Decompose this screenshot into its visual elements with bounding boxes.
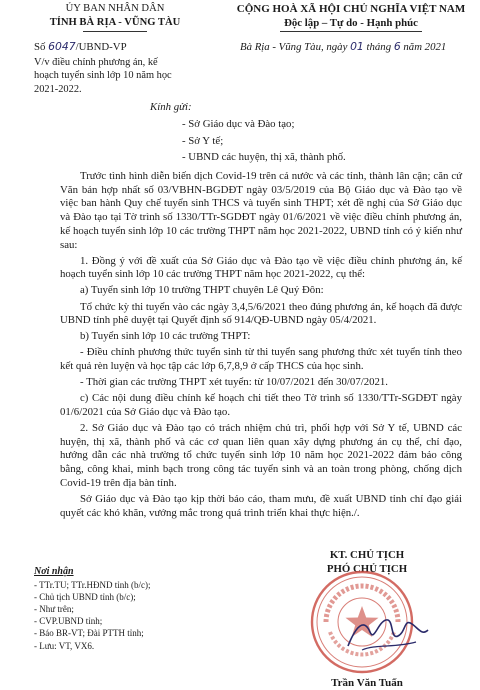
date-month: 6 [393,40,401,53]
body-paragraph: b) Tuyển sinh lớp 10 các trường THPT: [80,330,251,343]
nation-line-1: CỘNG HOÀ XÃ HỘI CHỦ NGHĨA VIỆT NAM [236,3,466,15]
footer-recipient: - CVP.UBND tỉnh; [34,616,103,627]
body-paragraph: a) Tuyển sinh lớp 10 trường THPT chuyên Lê Quý Đôn: [80,284,324,297]
date-prefix: Bà Rịa - Vũng Tàu, ngày [240,41,348,53]
body-paragraph: Trước tình hình diễn biến dịch Covid-19 trên cả nước và các tỉnh, thành lân cận; căn cứ Văn bản hợp nhất số 03/VBHN-BGDĐT ngày 03/5/2019 của Bộ Giáo dục và Đào tạo về việc ban hành Quy chế tuyển sinh THCS và tuyển sinh THPT; xét đề nghị của Sở Giáo dục và Đào tạo tại Tờ trình số 1330/TTr-SGDĐT ngày 01/6/2021 về việc điều chỉnh phương án, kế hoạch tuyển sinh lớp 10 các trường THPT năm học 2021-2022, UBND tỉnh có ý kiến như sau: [60,170,462,251]
body-paragraph: 1. Đồng ý với đề xuất của Sở Giáo dục và Đào tạo về việc điều chỉnh phương án, kế hoạch tuyển sinh lớp 10 các trường THPT năm học 2021-2022, cụ thể: [60,254,462,281]
national-header [228,2,474,32]
document-number [34,40,127,54]
body-paragraph: Sở Giáo dục và Đào tạo kịp thời báo cáo, tham mưu, đề xuất UBND tỉnh chỉ đạo giải quyết các khó khăn, vướng mắc trong quá trình triển khai thực hiện./. [60,492,462,519]
doc-number-prefix: Số [34,41,46,53]
date-month-label: tháng [366,41,392,53]
recipient-item: - Sở Y tế; [182,134,224,147]
nation-underline [280,31,422,32]
footer-recipient: - Như trên; [34,604,74,615]
body-paragraph: c) Các nội dung điều chỉnh kế hoạch chi tiết theo Tờ trình số 1330/TTr-SGDĐT ngày 01/6/2021 của Sở Giáo dục và Đào tạo. [60,392,462,418]
footer-recipient: - Báo BR-VT; Đài PTTH tỉnh; [34,628,144,639]
greeting: Kính gửi: [150,101,192,113]
place-and-date [240,40,446,54]
handwritten-signature-icon [342,606,432,662]
body-paragraph: - Thời gian các trường THPT xét tuyển: từ 10/07/2021 đến 30/07/2021. [80,376,389,389]
signer-name: Trần Văn Tuấn [331,677,403,689]
signature-block [272,548,462,689]
agency-underline [83,31,147,32]
doc-number-suffix: /UBND-VP [75,41,127,53]
doc-number-handwritten: 6047 [48,40,76,53]
body-paragraph: Tổ chức kỳ thi tuyển vào các ngày 3,4,5/6/2021 theo đúng phương án, kế hoạch đã được UBND tỉnh phê duyệt tại Quyết định số 914/QĐ-UBND ngày 05/4/2021. [60,300,462,327]
recipients-footer [34,566,151,652]
footer-recipient: - Chủ tịch UBND tỉnh (b/c); [34,592,136,603]
nation-line-2: Độc lập – Tự do - Hạnh phúc [284,17,418,30]
date-day: 01 [350,40,364,53]
agency-line-2: TỈNH BÀ RỊA - VŨNG TÀU [49,16,181,28]
recipient-item: - Sở Giáo dục và Đào tạo; [182,118,295,130]
date-year: năm 2021 [403,41,447,53]
document-body [60,170,462,523]
issuing-agency-header [30,2,200,32]
body-paragraph: 2. Sở Giáo dục và Đào tạo có trách nhiệm chủ trì, phối hợp với Sở Y tế, UBND các huyện, thị xã, thành phố và các cơ quan liên quan xây dựng phương án cụ thể, chỉ đạo, hướng dẫn các nhà trường tổ chức tuyển sinh lớp 10 năm học 2021-2022 đảm bảo công bằng, công khai, minh bạch trong công tác tuyển sinh và an toàn trong phòng, chống dịch Covid-19 trên địa bàn tỉnh. [60,422,462,489]
footer-recipient: - TTr.TU; TTr.HĐND tỉnh (b/c); [34,580,151,591]
signer-title-2: PHÓ CHỦ TỊCH [326,563,408,576]
recipient-item: - UBND các huyện, thị xã, thành phố. [182,151,346,163]
recipients-footer-title: Nơi nhận [34,566,74,577]
recipient-list [182,117,346,167]
footer-recipient: - Lưu: VT, VX6. [34,640,95,651]
body-paragraph: - Điều chỉnh phương thức tuyển sinh từ thi tuyển sang phương thức xét tuyển tính theo kết quả rèn luyện và học tập các lớp 6,7,8,9 ở cấp THCS của học sinh. [60,346,462,373]
signer-title-1: KT. CHỦ TỊCH [329,549,405,561]
agency-line-1: ỦY BAN NHÂN DÂN [65,3,165,14]
subject-line: V/v điều chỉnh phương án, kế hoạch tuyển sinh lớp 10 năm học 2021-2022. [34,57,172,95]
